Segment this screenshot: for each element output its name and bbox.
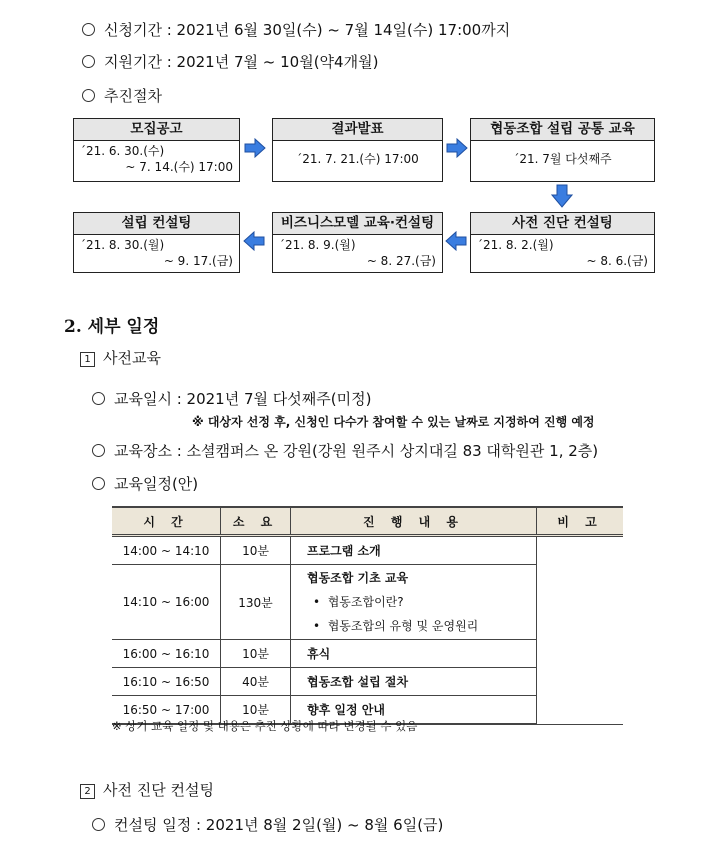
col-header: 진 행 내 용 [291, 507, 537, 536]
support-period [82, 51, 378, 72]
step-title: 모집공고 [74, 119, 239, 141]
flow-step-2 [272, 118, 443, 182]
bullet-text: 협동조합이란? [327, 595, 404, 609]
apply-period-text: 신청기간 : 2021년 6월 30일(수) ~ 7월 14일(수) 17:00까지 [104, 21, 511, 39]
boxed-number: 1 [80, 352, 95, 367]
step-date: ´21. 8. 2.(월) [477, 238, 554, 252]
time-cell: 16:10 ~ 16:50 [112, 668, 221, 696]
arrow-right-icon [446, 138, 468, 158]
note-cell [537, 536, 624, 725]
subsection-1 [80, 347, 161, 368]
duration-cell: 10분 [221, 536, 291, 565]
edu-schedule [92, 473, 198, 494]
circle-bullet-icon [92, 392, 105, 405]
duration-cell: 130분 [221, 565, 291, 640]
content-cell: 프로그램 소개 [291, 536, 537, 565]
procedure-text: 추진절차 [104, 87, 162, 105]
duration-cell: 10분 [221, 696, 291, 725]
circle-bullet-icon [82, 23, 95, 36]
col-header: 소 요 [221, 507, 291, 536]
step-date-end: ~ 8. 27.(금) [366, 254, 436, 268]
support-period-text: 지원기간 : 2021년 7월 ~ 10월(약4개월) [104, 53, 379, 71]
time-cell: 14:00 ~ 14:10 [112, 536, 221, 565]
edu-date-note: ※ 대상자 선정 후, 신청인 다수가 참여할 수 있는 날짜로 지정하여 진행 예정 [192, 415, 595, 429]
step-date: ´21. 8. 9.(월) [279, 238, 356, 252]
time-cell: 16:00 ~ 16:10 [112, 640, 221, 668]
consult-date [92, 814, 443, 835]
table-header-row [112, 507, 623, 536]
step-title: 협동조합 설립 공통 교육 [471, 119, 654, 141]
subsection-title: 사전교육 [103, 349, 161, 367]
arrow-left-icon [243, 231, 265, 251]
content-cell: 휴식 [291, 640, 537, 668]
content-cell [291, 565, 537, 640]
schedule-table [112, 506, 623, 725]
col-header: 비 고 [537, 507, 624, 536]
bullet-item: • 협동조합이란? [313, 595, 404, 609]
step-date: ´21. 7. 21.(수) 17:00 [296, 152, 419, 166]
apply-period [82, 19, 510, 40]
circle-bullet-icon [92, 818, 105, 831]
flow-step-5 [272, 212, 443, 273]
content-cell: 협동조합 설립 절차 [291, 668, 537, 696]
flow-step-6 [73, 212, 240, 273]
boxed-number: 2 [80, 784, 95, 799]
step-title: 설립 컨설팅 [74, 213, 239, 235]
arrow-down-icon [551, 184, 573, 208]
circle-bullet-icon [92, 477, 105, 490]
step-date-end: ~ 7. 14.(수) 17:00 [125, 160, 233, 174]
duration-cell: 10분 [221, 640, 291, 668]
edu-schedule-text: 교육일정(안) [114, 475, 199, 493]
arrow-right-icon [244, 138, 266, 158]
circle-bullet-icon [92, 444, 105, 457]
subsection-2 [80, 779, 214, 800]
edu-place [92, 440, 598, 461]
time-cell: 16:50 ~ 17:00 [112, 696, 221, 725]
flow-step-3 [470, 118, 655, 182]
bullet-item: • 협동조합의 유형 및 운영원리 [313, 619, 479, 633]
step-title: 사전 진단 컨설팅 [471, 213, 654, 235]
content-cell: 향후 일정 안내 [291, 696, 537, 725]
time-cell: 14:10 ~ 16:00 [112, 565, 221, 640]
step-date: ´21. 6. 30.(수) [80, 144, 165, 158]
edu-date [92, 388, 371, 409]
edu-date-text: 교육일시 : 2021년 7월 다섯째주(미정) [114, 390, 372, 408]
circle-bullet-icon [82, 89, 95, 102]
flow-step-4 [470, 212, 655, 273]
edu-place-text: 교육장소 : 소셜캠퍼스 온 강원(강원 원주시 상지대길 83 대학원관 1, 2층) [114, 442, 599, 460]
duration-cell: 40분 [221, 668, 291, 696]
bullet-text: 협동조합의 유형 및 운영원리 [327, 619, 479, 633]
flow-step-1 [73, 118, 240, 182]
table-row [112, 536, 623, 565]
table-note: ※ 상기 교육 일정 및 내용은 추진 상황에 따라 변경될 수 있음 [112, 719, 418, 733]
arrow-left-icon [445, 231, 467, 251]
step-date: ´21. 7월 다섯째주 [513, 152, 612, 166]
content-title: 협동조합 기초 교육 [307, 571, 409, 585]
col-header: 시 간 [112, 507, 221, 536]
step-date-end: ~ 9. 17.(금) [163, 254, 233, 268]
circle-bullet-icon [82, 55, 95, 68]
subsection-title: 사전 진단 컨설팅 [103, 781, 214, 799]
step-title: 비즈니스모델 교육·컨설팅 [273, 213, 442, 235]
step-title: 결과발표 [273, 119, 442, 141]
procedure [82, 85, 162, 106]
section-heading: 2. 세부 일정 [64, 317, 160, 337]
consult-date-text: 컨설팅 일정 : 2021년 8월 2일(월) ~ 8월 6일(금) [114, 816, 444, 834]
step-date-end: ~ 8. 6.(금) [586, 254, 648, 268]
step-date: ´21. 8. 30.(월) [80, 238, 165, 252]
